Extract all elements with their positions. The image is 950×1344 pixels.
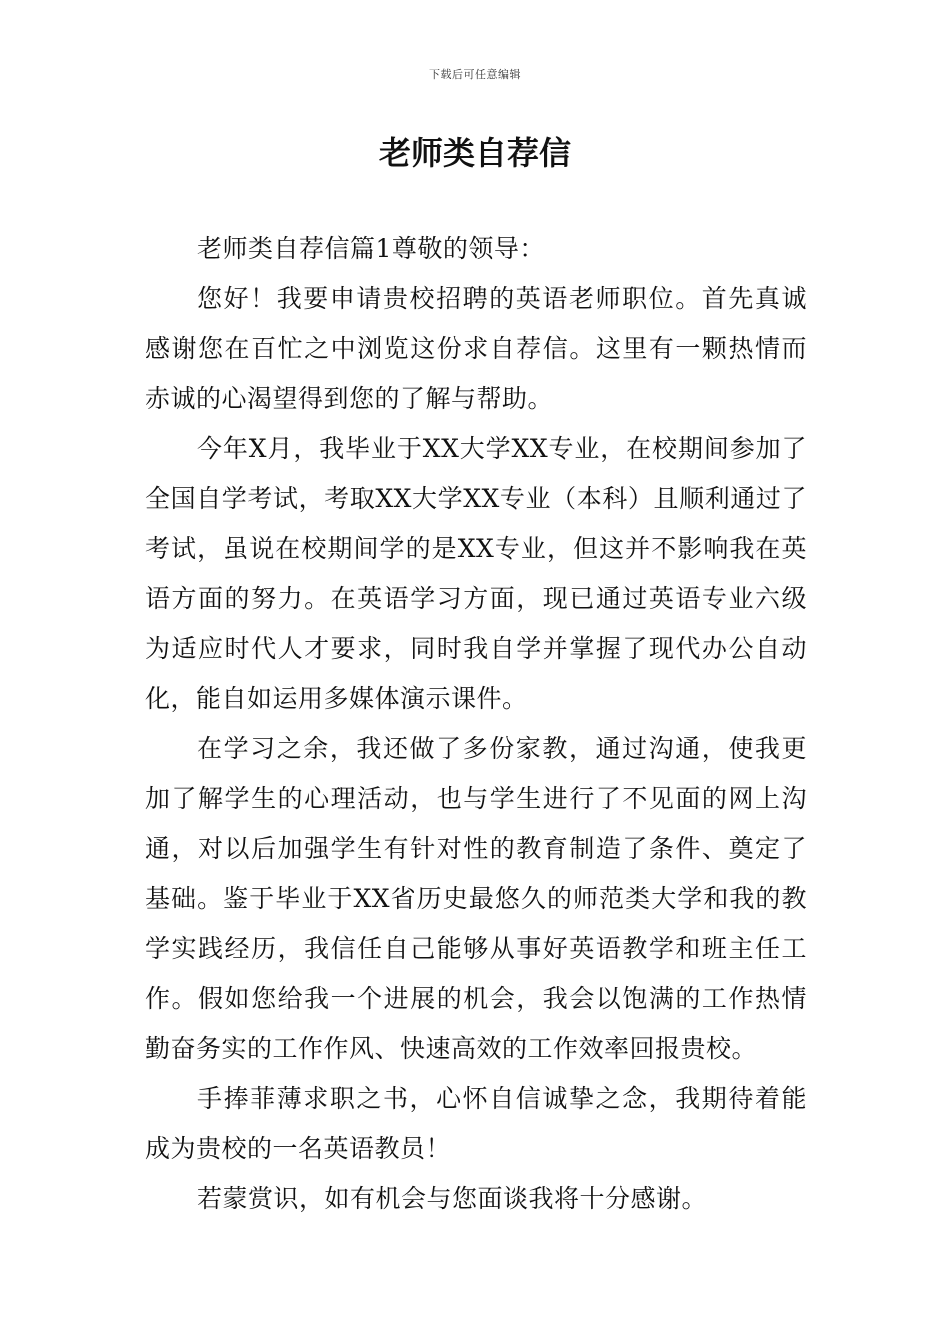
body-paragraph: 今年X月，我毕业于XX大学XX专业，在校期间参加了全国自学考试，考取XX大学XX专业（本科）且顺利通过了考试，虽说在校期间学的是XX专业，但这并不影响我在英语方面的努力。在英语学习方面，现已通过英语专业六级为适应时代人才要求，同时我自学并掌握了现代办公自动化，能自如运用多媒体演示课件。 xyxy=(145,434,807,713)
body-paragraph: 您好！我要申请贵校招聘的英语老师职位。首先真诚感谢您在百忙之中浏览这份求自荐信。这里有一颗热情而赤诚的心渴望得到您的了解与帮助。 xyxy=(145,284,807,413)
body-paragraph: 在学习之余，我还做了多份家教，通过沟通，使我更加了解学生的心理活动，也与学生进行了不见面的网上沟通，对以后加强学生有针对性的教育制造了条件、奠定了基础。鉴于毕业于XX省历史最悠久的师范类大学和我的教学实践经历，我信任自己能够从事好英语教学和班主任工作。假如您给我一个进展的机会，我会以饱满的工作热情勤奋务实的工作作风、快速高效的工作效率回报贵校。 xyxy=(145,734,807,1063)
document-body xyxy=(145,224,807,1224)
body-paragraph: 手捧菲薄求职之书，心怀自信诚挚之念，我期待着能成为贵校的一名英语教员！ xyxy=(145,1084,807,1163)
salutation-paragraph: 老师类自荐信篇1尊敬的领导： xyxy=(197,234,545,263)
document-title: 老师类自荐信 xyxy=(378,134,571,172)
header-note: 下载后可任意编辑 xyxy=(429,68,521,81)
closing-paragraph: 若蒙赏识，如有机会与您面谈我将十分感谢。 xyxy=(197,1184,708,1213)
